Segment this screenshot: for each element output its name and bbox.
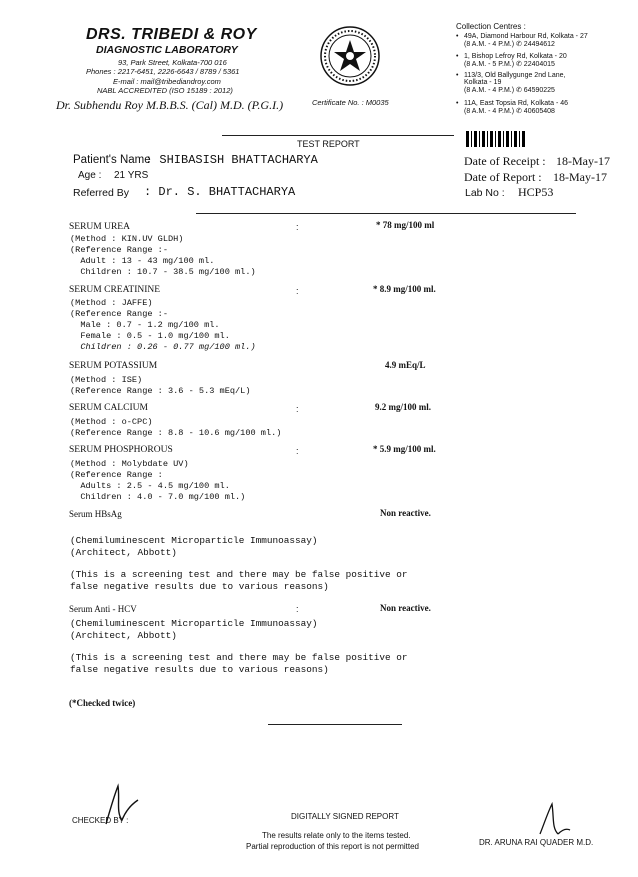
test-name: SERUM PHOSPHOROUS [69, 445, 173, 455]
test-result: Non reactive. [380, 603, 431, 613]
report-title: TEST REPORT [297, 139, 360, 149]
doctor-signature: Dr. Subhendu Roy M.B.B.S. (Cal) M.D. (P.G.I.) [56, 98, 284, 112]
test-details: (Method : JAFFE) (Reference Range :- Male : 0.7 - 1.2 mg/100 ml. Female : 0.5 - 1.0 mg/100 ml. Children : 0.26 - 0.77 mg/100 ml.) [70, 298, 256, 352]
lab-no-label: Lab No : [465, 187, 505, 199]
disclaimer-line-1: The results relate only to the items tested. [262, 831, 411, 840]
end-of-report-line [268, 724, 402, 725]
digitally-signed-label: DIGITALLY SIGNED REPORT [291, 812, 399, 821]
test-name: Serum Anti - HCV [69, 604, 137, 614]
test-result: * 5.9 mg/100 ml. [373, 444, 436, 454]
patient-name-label: Patient's Name [73, 154, 151, 166]
test-result: * 8.9 mg/100 ml. [373, 284, 436, 294]
patient-name: : SHIBASISH BHATTACHARYA [145, 153, 318, 167]
disclaimer-line-2: Partial reproduction of this report is not permitted [246, 842, 419, 851]
test-name: Serum HBsAg [69, 509, 122, 519]
test-details: (Chemiluminescent Microparticle Immunoassay) (Architect, Abbott) (This is a screening test and there may be false positive or false negative results due to various reasons) [70, 535, 408, 592]
signing-doctor: DR. ARUNA RAI QUADER M.D. [479, 838, 594, 847]
test-details: (Chemiluminescent Microparticle Immunoassay) (Architect, Abbott) (This is a screening test and there may be false positive or false negative results due to various reasons) [70, 618, 408, 675]
test-result: * 78 mg/100 ml [376, 220, 435, 230]
test-result: Non reactive. [380, 508, 431, 518]
separator-colon: : [296, 404, 299, 414]
test-result: 9.2 mg/100 ml. [375, 402, 431, 412]
lab-address: 93, Park Street, Kolkata-700 016 [118, 58, 227, 67]
report-date-label: Date of Report : [464, 170, 542, 184]
lab-no: HCP53 [518, 185, 554, 199]
separator-colon: : [296, 222, 299, 232]
checked-by-label: CHECKED BY : [72, 816, 129, 825]
signature-icon [98, 780, 142, 826]
collection-centre-item: • 49A, Diamond Harbour Rd, Kolkata - 27 (8 A.M. - 4 P.M.) ✆ 24494612 [456, 33, 588, 48]
nabl-accreditation: NABL ACCREDITED (ISO 15189 : 2012) [97, 86, 233, 95]
lab-email: E-mail : mail@tribediandroy.com [113, 77, 221, 86]
test-name: SERUM CREATININE [69, 285, 161, 295]
collection-centres-title: Collection Centres : [456, 22, 526, 31]
collection-centre-item: • 1, Bishop Lefroy Rd, Kolkata - 20 (8 A.M. - 5 P.M.) ✆ 22404015 [456, 53, 567, 68]
header-divider [222, 135, 454, 136]
test-name: SERUM CALCIUM [69, 403, 148, 413]
certificate-number: Certificate No. : M0035 [312, 98, 389, 107]
separator-colon: : [296, 286, 299, 296]
patient-divider [196, 213, 576, 214]
receipt-date: 18-May-17 [556, 154, 610, 168]
referred-by-label: Referred By [73, 187, 130, 199]
test-details: (Method : ISE) (Reference Range : 3.6 - 5.3 mEq/L) [70, 375, 251, 396]
referred-by-value: : Dr. S. BHATTACHARYA [144, 185, 296, 199]
test-details: (Method : o-CPC) (Reference Range : 8.8 - 10.6 mg/100 ml.) [70, 417, 282, 438]
age-value: 21 YRS [114, 170, 149, 181]
barcode-icon [466, 131, 526, 147]
doctor-signature-icon [534, 800, 574, 840]
test-details: (Method : KIN.UV GLDH) (Reference Range :- Adult : 13 - 43 mg/100 ml. Children : 10.7 - 38.5 mg/100 ml.) [70, 234, 256, 277]
separator-colon: : [296, 604, 299, 614]
collection-centre-item: • 113/3, Old Ballygunge 2nd Lane, Kolkata - 19 (8 A.M. - 4 P.M.) ✆ 64590225 [456, 72, 566, 94]
report-date: 18-May-17 [553, 170, 607, 184]
lab-phones: Phones : 2217-6451, 2226-6643 / 8789 / 5361 [86, 67, 240, 76]
test-name: SERUM UREA [69, 222, 130, 232]
checked-twice-note: (*Checked twice) [69, 698, 136, 708]
lab-subtitle: DIAGNOSTIC LABORATORY [96, 44, 238, 56]
receipt-date-label: Date of Receipt : [464, 154, 546, 168]
age-label: Age : [78, 170, 102, 181]
test-details: (Method : Molybdate UV) (Reference Range : Adults : 2.5 - 4.5 mg/100 ml. Children : 4.0 - 7.0 mg/100 ml.) [70, 459, 246, 502]
separator-colon: : [296, 446, 299, 456]
test-name: SERUM POTASSIUM [69, 361, 158, 371]
test-result: 4.9 mEq/L [385, 360, 426, 370]
nabl-seal-icon [318, 24, 382, 96]
collection-centre-item: • 11A, East Topsia Rd, Kolkata - 46 (8 A.M. - 4 P.M.) ✆ 40605408 [456, 100, 569, 115]
lab-name: DRS. TRIBEDI & ROY [86, 26, 257, 43]
